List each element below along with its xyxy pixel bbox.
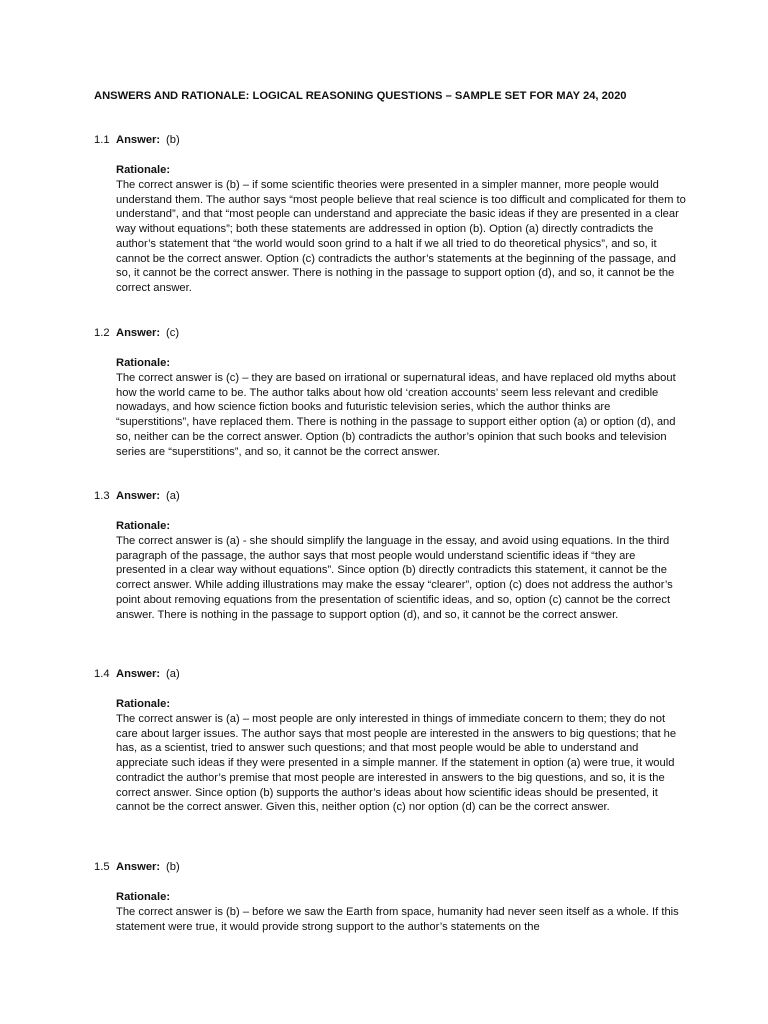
answer-value: (c)	[166, 327, 180, 339]
answer-label: Answer:	[116, 327, 161, 339]
question-number: 1.4	[94, 668, 110, 680]
answer-item	[94, 326, 684, 459]
answer-label: Answer:	[116, 668, 161, 680]
answer-line	[94, 489, 684, 504]
answer-item	[94, 489, 684, 622]
rationale-label: Rationale:	[116, 891, 171, 903]
answer-line	[94, 133, 684, 148]
answer-label: Answer:	[116, 861, 161, 873]
answer-item	[94, 860, 684, 934]
answer-line	[94, 667, 684, 682]
question-number: 1.1	[94, 134, 110, 146]
answer-label: Answer:	[116, 490, 161, 502]
rationale-text: The correct answer is (a) – most people are only interested in things of immediate concern to them; they do not care about larger issues. The author says that most people are interested in the answers to big questions; that he has, as a scientist, tried to answer such questions; and that most people would be able to understand and appreciate such ideas if they were presented in a simple manner. If the statement in option (a) were true, it would contradict the author’s premise that most people are interested in answers to the big questions, and so, it is the correct answer. Since option (b) supports the author’s ideas about how scientific ideas should be presented, it cannot be the correct answer. Given this, neither option (c) nor option (d) can be the correct answer.	[116, 713, 677, 814]
rationale-text: The correct answer is (a) - she should simplify the language in the essay, and avoid using equations. In the third paragraph of the passage, the author says that most people would understand scientific ideas if “they are presented in a clear way without equations”. Since option (b) directly contradicts this statement, it cannot be the correct answer. While adding illustrations may make the essay “clearer”, option (c) does not address the author’s point about removing equations from the presentation of scientific ideas, and so, option (c) cannot be the correct answer. There is nothing in the passage to support option (d), and so, it cannot be the correct answer.	[116, 535, 673, 621]
question-number: 1.5	[94, 861, 110, 873]
rationale-label: Rationale:	[116, 520, 171, 532]
rationale-label: Rationale:	[116, 698, 171, 710]
document-title: ANSWERS AND RATIONALE: LOGICAL REASONING QUESTIONS – SAMPLE SET FOR MAY 24, 2020	[94, 90, 627, 102]
question-number: 1.3	[94, 490, 110, 502]
answer-line	[94, 326, 684, 341]
answer-item	[94, 133, 684, 296]
answer-value: (b)	[166, 861, 180, 873]
answer-value: (a)	[166, 668, 180, 680]
answer-line	[94, 860, 684, 875]
answer-item	[94, 667, 684, 815]
rationale-label: Rationale:	[116, 357, 171, 369]
rationale-text: The correct answer is (b) – if some scientific theories were presented in a simpler manner, more people would understand them. The author says “most people believe that real science is too difficult and complicated for them to understand”, and that “most people can understand and appreciate the basic ideas if they are presented in a clear way without equations”; both these statements are addressed in option (b). Option (a) directly contradicts the author’s statement that “the world would soon grind to a halt if we all tried to do theoretical physics”, and so, it cannot be the correct answer. Option (c) contradicts the author’s statements at the beginning of the passage, and so, it cannot be the correct answer. There is nothing in the passage to support option (d), and so, it cannot be the correct answer.	[116, 179, 686, 294]
answer-value: (b)	[166, 134, 180, 146]
answer-label: Answer:	[116, 134, 161, 146]
rationale-text: The correct answer is (b) – before we saw the Earth from space, humanity had never seen itself as a whole. If this statement were true, it would provide strong support to the author’s statements on the	[116, 906, 679, 933]
rationale-text: The correct answer is (c) – they are based on irrational or supernatural ideas, and have replaced old myths about how the world came to be. The author talks about how old ‘creation accounts’ seem less relevant and credible nowadays, and how science fiction books and futuristic television series, which the author thinks are “superstitions”, have replaced them. There is nothing in the passage to support either option (a) or option (d), and so, neither can be the correct answer. Option (b) contradicts the author’s opinion that such books and television series are “superstitions”, and so, it cannot be the correct answer.	[116, 372, 676, 458]
question-number: 1.2	[94, 327, 110, 339]
rationale-label: Rationale:	[116, 164, 171, 176]
answer-value: (a)	[166, 490, 180, 502]
